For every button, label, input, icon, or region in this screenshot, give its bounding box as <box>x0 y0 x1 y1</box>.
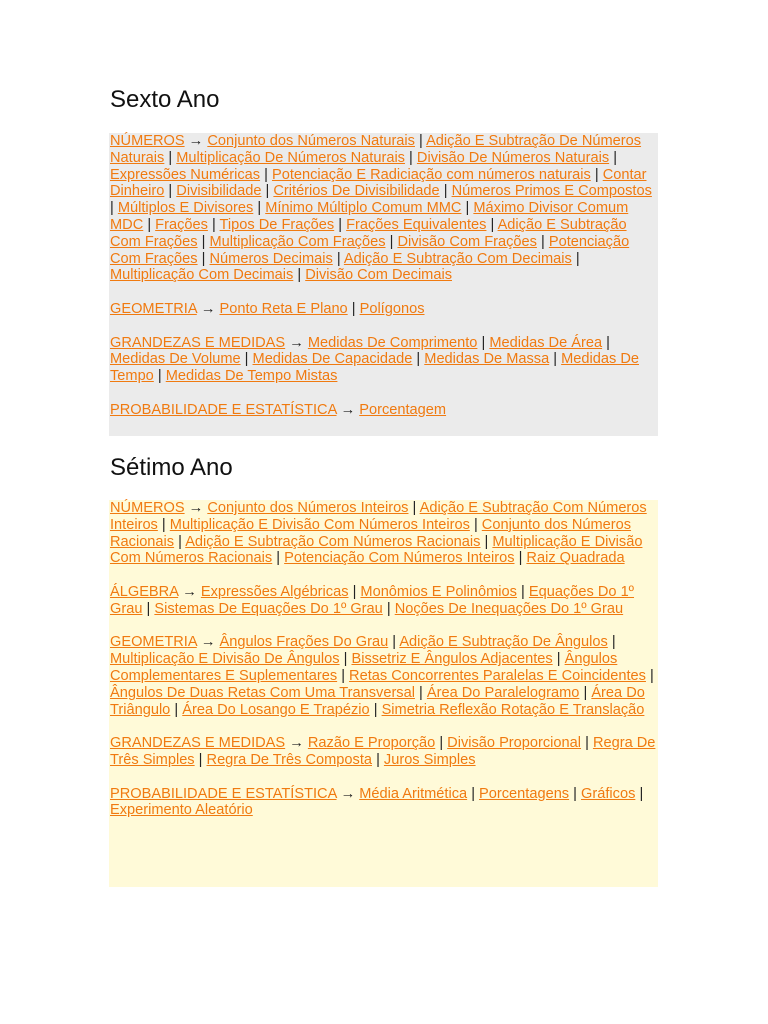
setimo-ano-panel <box>109 500 658 887</box>
separator: | <box>373 701 378 718</box>
separator: | <box>389 233 394 250</box>
separator: | <box>211 216 216 233</box>
topic-link-area-do-losango-e-trapezio[interactable]: Área Do Losango E Trapézio <box>182 701 370 718</box>
topic-link-maximo-divisor-comum-mdc[interactable]: Máximo Divisor Comum MDC <box>110 200 629 233</box>
separator: | <box>351 300 356 317</box>
topic-link-expressoes-algebricas[interactable]: Expressões Algébricas <box>200 583 349 600</box>
topic-link-multiplicacao-e-divisao-com-numeros-racionais[interactable]: Multiplicação E Divisão Com Números Racionais <box>110 533 643 567</box>
topic-link-divisibilidade[interactable]: Divisibilidade <box>176 183 262 200</box>
topic-group-probabilidade-e-estatistica <box>110 786 657 820</box>
separator: | <box>594 166 599 183</box>
separator: | <box>174 701 179 718</box>
topic-link-ponto-reta-e-plano[interactable]: Ponto Reta E Plano <box>219 300 348 317</box>
separator: | <box>244 351 249 368</box>
topic-link-raiz-quadrada[interactable]: Raiz Quadrada <box>526 550 625 567</box>
separator: | <box>481 334 486 351</box>
topic-group-geometria <box>110 634 657 718</box>
topic-link-medidas-de-tempo-mistas[interactable]: Medidas De Tempo Mistas <box>165 368 338 385</box>
topic-link-sistemas-de-equacoes-do-1-grau[interactable]: Sistemas De Equações Do 1º Grau <box>154 600 383 617</box>
topic-link-potenciacao-e-radiciacao-com-numeros-naturais[interactable]: Potenciação E Radiciação com números naturais <box>271 166 591 183</box>
topic-link-conjunto-dos-numeros-inteiros[interactable]: Conjunto dos Números Inteiros <box>207 500 409 516</box>
separator: | <box>484 533 489 550</box>
topic-link-divisao-com-decimais[interactable]: Divisão Com Decimais <box>305 267 452 284</box>
separator: | <box>606 334 610 351</box>
topic-link-divisao-proporcional[interactable]: Divisão Proporcional <box>447 735 582 752</box>
separator: | <box>338 216 343 233</box>
separator: | <box>352 583 357 600</box>
separator: | <box>343 651 348 668</box>
category-link-algebra[interactable]: ÁLGEBRA <box>110 583 179 600</box>
separator: | <box>168 183 173 200</box>
separator: | <box>443 183 448 200</box>
topic-link-medidas-de-area[interactable]: Medidas De Área <box>489 334 603 351</box>
separator: | <box>639 785 644 802</box>
separator: | <box>386 600 391 617</box>
topic-link-juros-simples[interactable]: Juros Simples <box>383 751 476 768</box>
arrow-icon: → <box>340 785 356 802</box>
topic-link-medidas-de-massa[interactable]: Medidas De Massa <box>424 351 550 368</box>
category-link-probabilidade-e-estatistica[interactable]: PROBABILIDADE E ESTATÍSTICA <box>110 401 337 418</box>
separator: | <box>336 250 341 267</box>
separator: | <box>585 735 589 752</box>
topic-link-adicao-e-subtracao-de-angulos[interactable]: Adição E Subtração De Ângulos <box>399 634 608 651</box>
topic-link-medidas-de-tempo[interactable]: Medidas De Tempo <box>110 351 639 385</box>
topic-link-minimo-multiplo-comum-mmc[interactable]: Mínimo Múltiplo Comum MMC <box>265 200 462 217</box>
topic-link-adicao-e-subtracao-com-decimais[interactable]: Adição E Subtração Com Decimais <box>343 250 572 267</box>
separator: | <box>573 785 577 802</box>
topic-link-tipos-de-fracoes[interactable]: Tipos De Frações <box>219 216 335 233</box>
separator: | <box>341 667 345 684</box>
topic-link-nocoes-de-inequacoes-do-1-grau[interactable]: Noções De Inequações Do 1º Grau <box>394 600 624 617</box>
separator: | <box>583 684 588 701</box>
topic-group-algebra <box>110 584 657 618</box>
separator: | <box>198 751 203 768</box>
separator: | <box>161 516 166 533</box>
topic-link-conjunto-dos-numeros-naturais[interactable]: Conjunto dos Números Naturais <box>207 133 415 149</box>
separator: | <box>110 200 114 217</box>
separator: | <box>257 200 262 217</box>
arrow-icon: → <box>188 133 204 149</box>
topic-link-multiplicacao-e-divisao-com-numeros-inteiros[interactable]: Multiplicação E Divisão Com Números Inteiros <box>169 516 470 533</box>
separator: | <box>575 250 580 267</box>
separator: | <box>265 183 270 200</box>
topic-link-area-do-paralelogramo[interactable]: Área Do Paralelogramo <box>426 684 580 701</box>
topic-link-multiplicacao-e-divisao-de-angulos[interactable]: Multiplicação E Divisão De Ângulos <box>110 651 340 668</box>
separator: | <box>471 785 475 802</box>
sexto-ano-panel <box>109 133 658 436</box>
arrow-icon: → <box>340 401 356 418</box>
separator: | <box>419 133 423 149</box>
separator: | <box>473 516 478 533</box>
topic-link-simetria-reflexao-rotacao-e-translacao[interactable]: Simetria Reflexão Rotação E Translação <box>381 701 645 718</box>
separator: | <box>297 267 302 284</box>
separator: | <box>419 684 423 701</box>
topic-link-graficos[interactable]: Gráficos <box>581 785 636 802</box>
category-link-grandezas-e-medidas[interactable]: GRANDEZAS E MEDIDAS <box>110 334 286 351</box>
topic-link-medidas-de-comprimento[interactable]: Medidas De Comprimento <box>307 334 478 351</box>
topic-group-probabilidade-e-estatistica <box>110 402 657 419</box>
separator: | <box>264 166 268 183</box>
topic-link-adicao-e-subtracao-com-fracoes[interactable]: Adição E Subtração Com Frações <box>110 216 627 250</box>
separator: | <box>201 250 206 267</box>
topic-link-area-do-triangulo[interactable]: Área Do Triângulo <box>110 684 645 718</box>
category-link-numeros[interactable]: NÚMEROS <box>110 500 185 516</box>
arrow-icon: → <box>289 334 304 351</box>
topic-link-angulos-complementares-e-suplementares[interactable]: Ângulos Complementares E Suplementares <box>110 651 618 684</box>
separator: | <box>392 634 397 651</box>
topic-link-multiplicacao-com-decimais[interactable]: Multiplicação Com Decimais <box>110 267 294 284</box>
separator: | <box>168 149 173 166</box>
topic-link-media-aritmetica[interactable]: Média Aritmética <box>359 785 468 802</box>
separator: | <box>376 751 380 768</box>
topic-group-numeros <box>110 500 657 567</box>
section-title-setimo-ano: Sétimo Ano <box>110 454 233 481</box>
topic-link-medidas-de-capacidade[interactable]: Medidas De Capacidade <box>252 351 413 368</box>
topic-group-numeros <box>110 133 657 284</box>
separator: | <box>146 600 151 617</box>
topic-link-angulos-de-duas-retas-com-uma-transversal[interactable]: Ângulos De Duas Retas Com Uma Transversal <box>110 684 415 701</box>
topic-link-expressoes-numericas[interactable]: Expressões Numéricas <box>110 166 261 183</box>
category-link-numeros[interactable]: NÚMEROS <box>110 133 185 149</box>
separator: | <box>439 735 444 752</box>
topic-link-monomios-e-polinomios[interactable]: Monômios E Polinômios <box>360 583 517 600</box>
topic-group-grandezas-e-medidas <box>110 335 657 385</box>
topic-link-conjunto-dos-numeros-racionais[interactable]: Conjunto dos Números Racionais <box>110 516 632 550</box>
separator: | <box>201 233 206 250</box>
arrow-icon: → <box>182 583 197 600</box>
arrow-icon: → <box>200 300 216 317</box>
topic-link-angulos-fracoes-do-grau[interactable]: Ângulos Frações Do Grau <box>219 634 389 651</box>
topic-link-adicao-e-subtracao-com-numeros-inteiros[interactable]: Adição E Subtração Com Números Inteiros <box>110 500 647 533</box>
topic-link-equacoes-do-1-grau[interactable]: Equações Do 1º Grau <box>110 583 635 617</box>
topic-link-fracoes-equivalentes[interactable]: Frações Equivalentes <box>346 216 487 233</box>
topic-link-contar-dinheiro[interactable]: Contar Dinheiro <box>110 166 647 200</box>
topic-link-numeros-primos-e-compostos[interactable]: Números Primos E Compostos <box>451 183 652 200</box>
category-link-geometria[interactable]: GEOMETRIA <box>110 300 197 317</box>
topic-link-divisao-de-numeros-naturais[interactable]: Divisão De Números Naturais <box>416 149 610 166</box>
topic-link-retas-concorrentes-paralelas-e-coincidentes[interactable]: Retas Concorrentes Paralelas E Coincidentes <box>349 667 646 684</box>
topic-link-potenciacao-com-fracoes[interactable]: Potenciação Com Frações <box>110 233 630 267</box>
topic-link-multiplos-e-divisores[interactable]: Múltiplos E Divisores <box>117 200 254 217</box>
arrow-icon: → <box>188 500 204 516</box>
arrow-icon: → <box>200 634 216 651</box>
separator: | <box>490 216 495 233</box>
category-link-probabilidade-e-estatistica[interactable]: PROBABILIDADE E ESTATÍSTICA <box>110 785 337 802</box>
topic-link-medidas-de-volume[interactable]: Medidas De Volume <box>110 351 241 368</box>
topic-link-multiplicacao-com-fracoes[interactable]: Multiplicação Com Frações <box>209 233 386 250</box>
topic-link-poligonos[interactable]: Polígonos <box>359 300 425 317</box>
separator: | <box>611 634 616 651</box>
separator: | <box>178 533 182 550</box>
topic-link-regra-de-tres-composta[interactable]: Regra De Três Composta <box>206 751 372 768</box>
topic-group-geometria <box>110 301 657 318</box>
topic-link-multiplicacao-de-numeros-naturais[interactable]: Multiplicação De Números Naturais <box>176 149 405 166</box>
topic-link-fracoes[interactable]: Frações <box>155 216 208 233</box>
separator: | <box>409 149 413 166</box>
category-link-geometria[interactable]: GEOMETRIA <box>110 634 197 651</box>
topic-link-potenciacao-com-numeros-inteiros[interactable]: Potenciação Com Números Inteiros <box>284 550 515 567</box>
separator: | <box>541 233 545 250</box>
topic-link-experimento-aleatorio[interactable]: Experimento Aleatório <box>110 802 253 819</box>
separator: | <box>412 500 417 516</box>
topic-group-grandezas-e-medidas <box>110 735 657 769</box>
topic-link-divisao-com-fracoes[interactable]: Divisão Com Frações <box>397 233 537 250</box>
separator: | <box>147 216 152 233</box>
topic-link-numeros-decimais[interactable]: Números Decimais <box>209 250 333 267</box>
topic-link-porcentagens[interactable]: Porcentagens <box>479 785 570 802</box>
separator: | <box>157 368 162 385</box>
separator: | <box>613 149 617 166</box>
category-link-grandezas-e-medidas[interactable]: GRANDEZAS E MEDIDAS <box>110 735 286 752</box>
separator: | <box>521 583 525 600</box>
separator: | <box>276 550 281 567</box>
separator: | <box>553 351 558 368</box>
separator: | <box>556 651 561 668</box>
separator: | <box>650 667 654 684</box>
topic-link-adicao-e-subtracao-de-numeros-naturais[interactable]: Adição E Subtração De Números Naturais <box>110 133 642 166</box>
topic-link-bissetriz-e-angulos-adjacentes[interactable]: Bissetriz E Ângulos Adjacentes <box>351 651 553 668</box>
topic-link-regra-de-tres-simples[interactable]: Regra De Três Simples <box>110 735 656 768</box>
topic-link-porcentagem[interactable]: Porcentagem <box>359 401 447 418</box>
separator: | <box>518 550 523 567</box>
topic-link-criterios-de-divisibilidade[interactable]: Critérios De Divisibilidade <box>273 183 440 200</box>
separator: | <box>465 200 470 217</box>
topic-link-razao-e-proporcao[interactable]: Razão E Proporção <box>307 735 436 752</box>
topic-link-adicao-e-subtracao-com-numeros-racionais[interactable]: Adição E Subtração Com Números Racionais <box>185 533 481 550</box>
separator: | <box>416 351 421 368</box>
section-title-sexto-ano: Sexto Ano <box>110 86 220 113</box>
arrow-icon: → <box>289 735 304 752</box>
